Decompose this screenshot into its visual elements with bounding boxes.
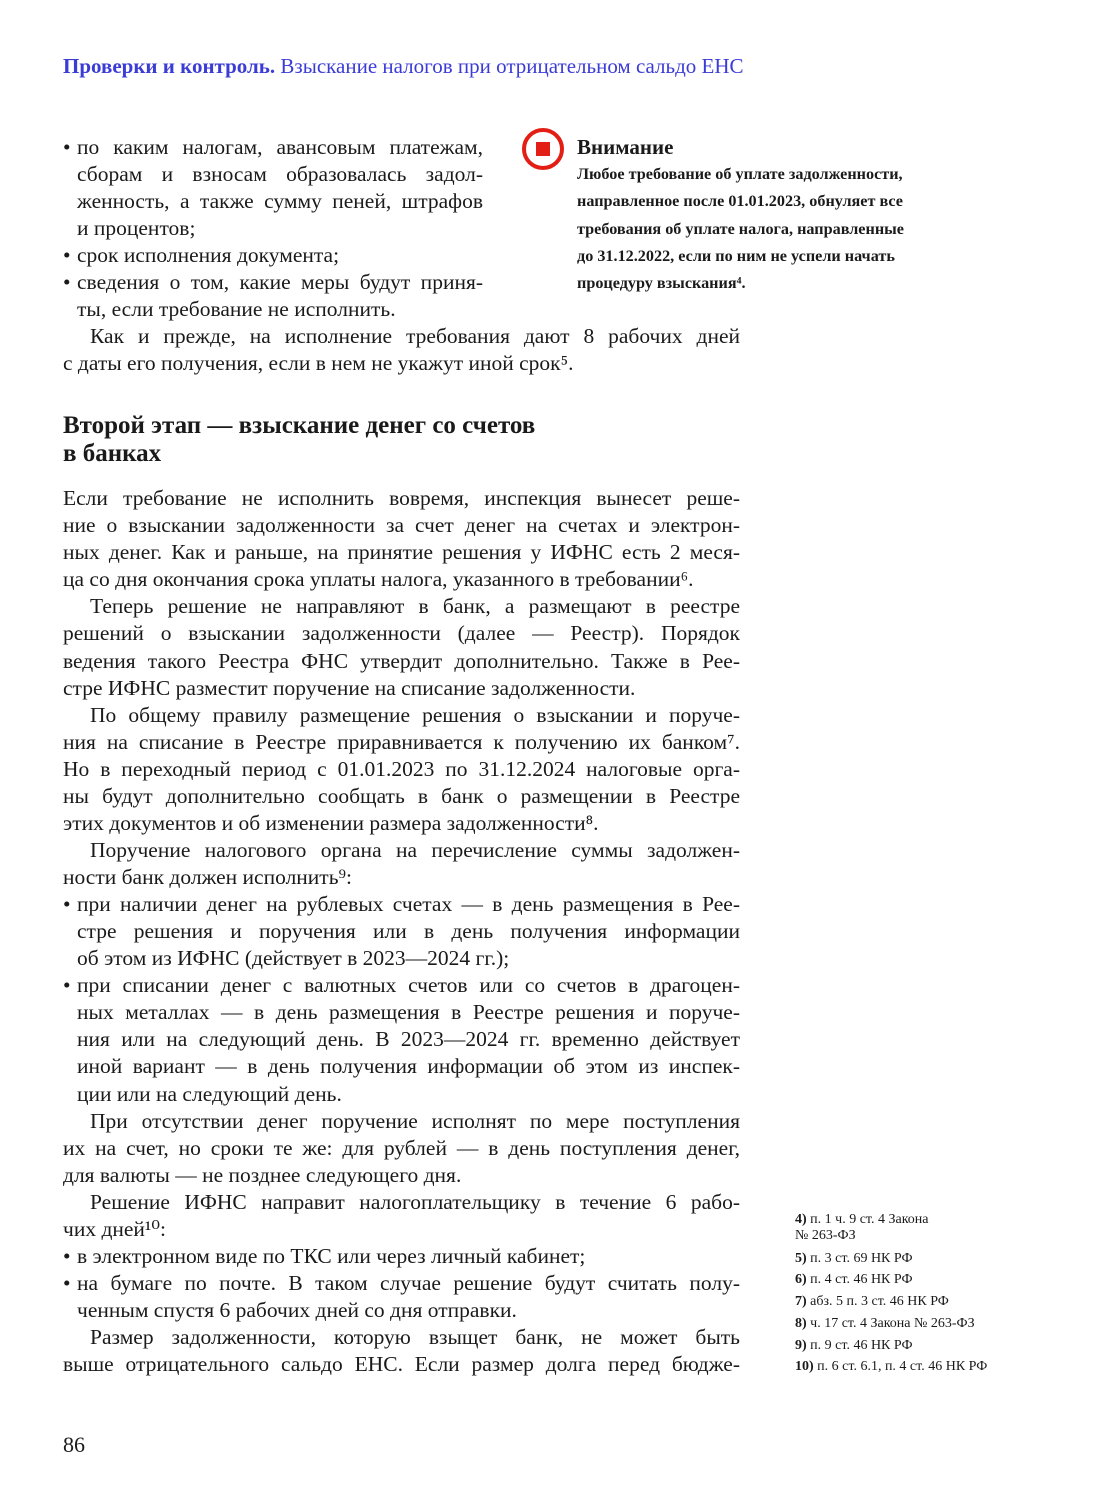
text-line: этих документов и об изменении размера задолженности⁸.	[63, 810, 599, 835]
footnote-text: ч. 17 ст. 4 Закона № 263-ФЗ	[810, 1315, 975, 1331]
paragraph	[63, 837, 740, 891]
bullet-icon: •	[63, 1270, 71, 1295]
attention-stop-icon	[522, 128, 564, 170]
paragraph	[63, 1189, 740, 1243]
bullet-item	[63, 972, 740, 1107]
text-line: По общему правилу размещение решения о взыскании и поруче-	[90, 702, 740, 727]
bullet-item	[63, 134, 483, 242]
footnote-number: 4)	[795, 1212, 807, 1227]
paragraph	[63, 323, 740, 377]
text-line: женность, а также сумму пеней, штрафов	[77, 189, 483, 214]
text-line: сборам и взносам образовалась задол-	[77, 162, 483, 187]
text-line: Но в переходный период с 01.01.2023 по 31.12.2024 налоговые орга-	[63, 756, 740, 781]
text-line: ченным спустя 6 рабочих дней со дня отправки.	[77, 1298, 517, 1322]
text-line: Если требование не исполнить вовремя, инспекция вынесет реше-	[63, 486, 740, 511]
text-line: в электронном виде по ТКС или через личный кабинет;	[77, 1243, 586, 1268]
footnote-line	[795, 1248, 987, 1270]
text-line: ния или на следующий день. В 2023—2024 гг. временно действует	[77, 1027, 740, 1052]
text-line: Размер задолженности, которую взыщет банк, не может быть	[90, 1325, 740, 1350]
bullet-icon: •	[63, 270, 71, 295]
footnote-number: 5)	[795, 1250, 807, 1266]
callout-line: процедуру взыскания⁴.	[577, 274, 746, 293]
text-line: стре ИФНС разместит поручение на списание задолженности.	[63, 675, 636, 700]
footnote-number: 7)	[795, 1294, 807, 1310]
footnote-line	[795, 1335, 987, 1357]
header-title: Взыскание налогов при отрицательном сальдо ЕНС	[280, 54, 744, 78]
text-line: Поручение налогового органа на перечисление суммы задолжен-	[90, 837, 740, 862]
footnote	[795, 1313, 987, 1335]
text-line: При отсутствии денег поручение исполнят по мере поступления	[90, 1108, 740, 1133]
text-line: ных денег. Как и раньше, на принятие решения у ИФНС есть 2 меся-	[63, 540, 740, 565]
text-line: на бумаге по почте. В таком случае решение будут считать полу-	[77, 1270, 740, 1295]
footnote-number: 6)	[795, 1272, 807, 1288]
footnote-text: п. 9 ст. 46 НК РФ	[810, 1337, 913, 1353]
callout-line: направленное после 01.01.2023, обнуляет все	[577, 192, 903, 211]
text-line: ты, если требование не исполнить.	[77, 297, 396, 322]
footnote-number: 9)	[795, 1337, 807, 1353]
footnote	[795, 1356, 987, 1378]
text-line: сведения о том, какие меры будут приня-	[77, 270, 483, 295]
text-line: их на счет, но сроки те же: для рублей — в день поступления денег,	[63, 1135, 740, 1160]
footnote-line	[795, 1291, 987, 1313]
footnote-line	[795, 1269, 987, 1291]
text-line: при списании денег с валютных счетов или со счетов в драгоцен-	[77, 973, 740, 998]
text-line: при наличии денег на рублевых счетах — в день размещения в Рее-	[77, 892, 740, 917]
footnote-line	[795, 1313, 987, 1335]
text-line: срок исполнения документа;	[77, 243, 340, 268]
footnote-line: № 263-ФЗ	[795, 1227, 856, 1243]
footnote-text: п. 6 ст. 6.1, п. 4 ст. 46 НК РФ	[817, 1359, 988, 1375]
callout-body	[577, 161, 904, 297]
callout-line: требования об уплате налога, направленные	[577, 219, 904, 238]
paragraph	[63, 485, 740, 593]
bullet-icon: •	[63, 973, 71, 998]
page-number: 86	[63, 1432, 85, 1457]
top-bullet-list	[63, 134, 483, 323]
footnote-line	[795, 1356, 987, 1378]
paragraph	[63, 1108, 740, 1189]
bullet-item	[63, 269, 483, 323]
bullet-icon: •	[63, 1243, 71, 1268]
footnote-text: п. 4 ст. 46 НК РФ	[810, 1272, 913, 1288]
heading-line: в банках	[63, 440, 162, 468]
text-line: стре решения и поручения или в день получения информации	[77, 919, 740, 944]
text-line: чих дней¹⁰:	[63, 1216, 166, 1241]
callout-line: Любое требование об уплате задолженности,	[577, 165, 903, 183]
text-line: ных металлах — в день размещения в Реестре решения и поруче-	[77, 1000, 740, 1025]
bullet-item	[63, 1270, 740, 1324]
text-line: ние о взыскании задолженности за счет денег на счетах и электрон-	[63, 513, 740, 538]
text-line: ции или на следующий день.	[77, 1081, 342, 1106]
paragraph	[63, 1324, 740, 1378]
callout-line: до 31.12.2022, если по ним не успели начать	[577, 246, 895, 265]
text-line: об этом из ИФНС (действует в 2023—2024 гг.);	[77, 946, 510, 971]
paragraph	[63, 702, 740, 837]
callout-title: Внимание	[577, 135, 674, 159]
footnote-text: п. 1 ч. 9 ст. 4 Закона	[810, 1212, 929, 1227]
footnote-text: абз. 5 п. 3 ст. 46 НК РФ	[810, 1294, 949, 1310]
text-line: с даты его получения, если в нем не укажут иной срок⁵.	[63, 351, 574, 376]
text-line: решений о взыскании задолженности (далее — Реестр). Порядок	[63, 621, 740, 646]
footnote	[795, 1269, 987, 1291]
heading-line: Второй этап — взыскание денег со счетов	[63, 412, 536, 440]
footnote	[795, 1291, 987, 1313]
footnote-text: п. 3 ст. 69 НК РФ	[810, 1250, 913, 1266]
footnote-number: 10)	[795, 1359, 814, 1375]
footnote-number: 8)	[795, 1315, 807, 1331]
text-line: по каким налогам, авансовым платежам,	[77, 135, 483, 159]
text-line: Решение ИФНС направит налогоплательщику в течение 6 рабо-	[90, 1189, 740, 1214]
footnote	[795, 1209, 987, 1244]
text-line: ния на списание в Реестре приравнивается к получению их банком⁷.	[63, 729, 740, 754]
text-line: иной вариант — в день получения информации об этом из инспек-	[77, 1054, 740, 1079]
footnote	[795, 1335, 987, 1357]
text-line: Как и прежде, на исполнение требования дают 8 рабочих дней	[90, 324, 740, 348]
text-line: для валюты — не позднее следующего дня.	[63, 1162, 462, 1187]
section-heading	[63, 412, 740, 468]
main-text-column	[63, 323, 740, 1378]
text-line: ца со дня окончания срока уплаты налога, указанного в требовании⁶.	[63, 567, 694, 592]
text-line: ны будут дополнительно сообщать в банк о размещении в Реестре	[63, 783, 740, 808]
bullet-item	[63, 891, 740, 972]
text-line: и процентов;	[77, 216, 196, 241]
text-line: Теперь решение не направляют в банк, а размещают в реестре	[90, 594, 740, 619]
bullet-icon: •	[63, 243, 71, 268]
running-header	[63, 54, 744, 79]
text-line: ведения такого Реестра ФНС утвердит дополнительно. Также в Рее-	[63, 648, 740, 673]
bullet-icon: •	[63, 135, 71, 159]
footnote	[795, 1248, 987, 1270]
bullet-icon: •	[63, 892, 71, 917]
header-section: Проверки и контроль.	[63, 54, 276, 78]
bullet-item	[63, 1243, 740, 1270]
text-line: ности банк должен исполнить⁹:	[63, 865, 352, 889]
text-line: выше отрицательного сальдо ЕНС. Если размер долга перед бюдже-	[63, 1352, 740, 1377]
paragraph	[63, 593, 740, 701]
footnotes	[795, 1209, 987, 1378]
bullet-item	[63, 242, 483, 269]
